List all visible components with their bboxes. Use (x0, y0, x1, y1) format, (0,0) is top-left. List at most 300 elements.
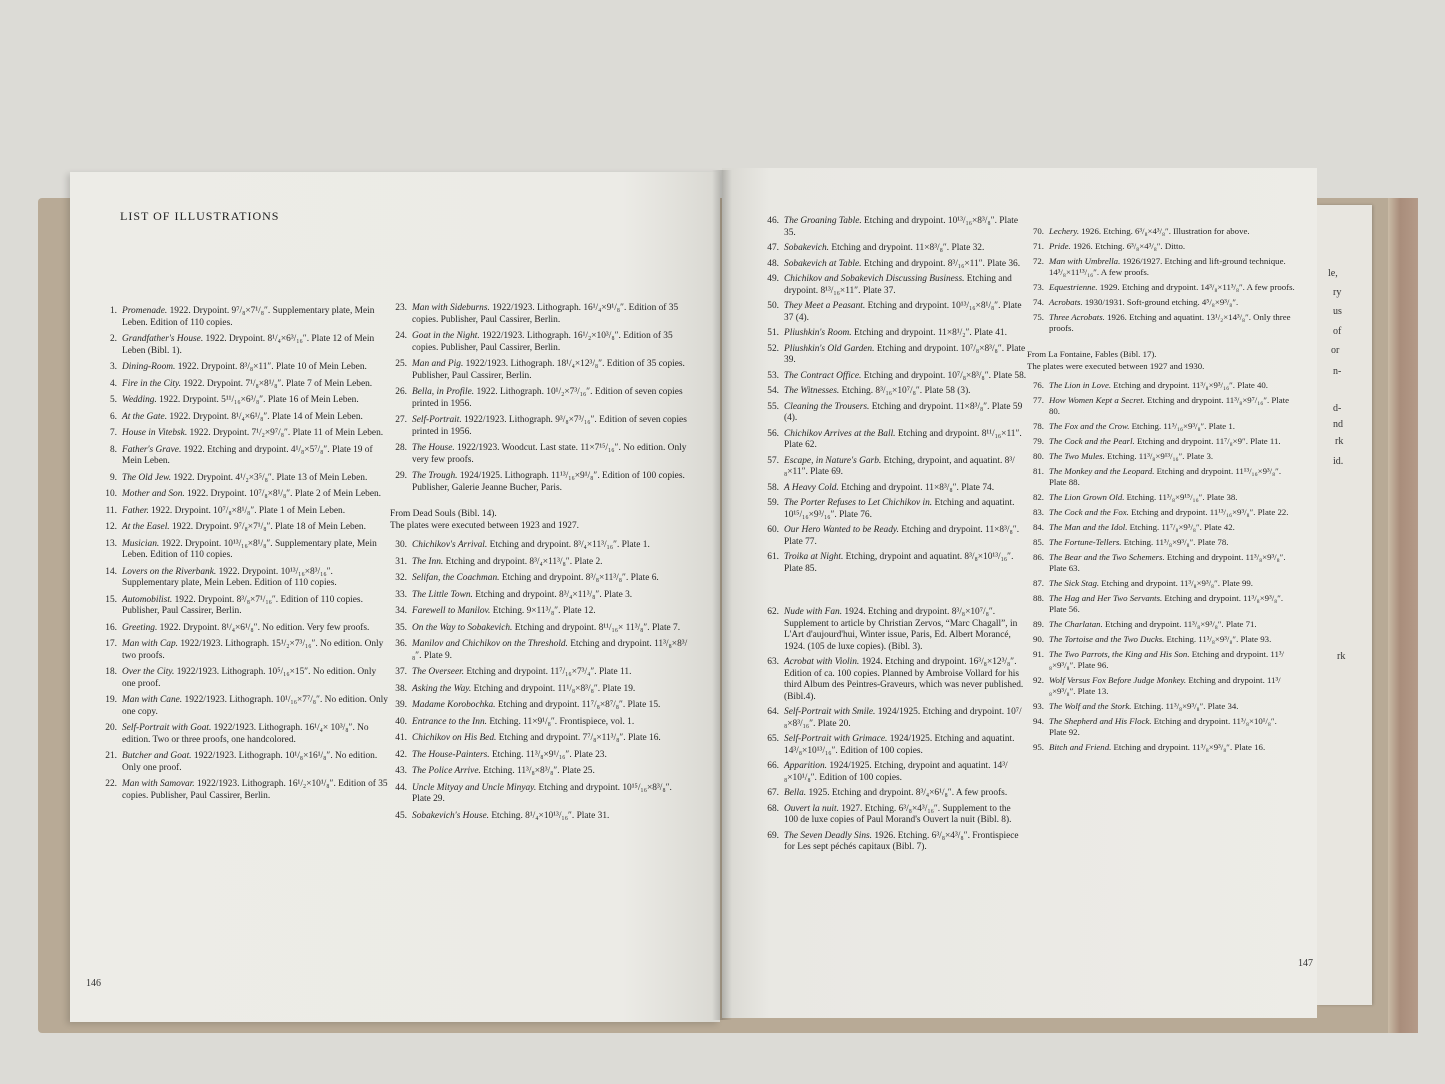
entry-number: 25. (395, 359, 407, 369)
entry-title: The Contract Office. (784, 370, 862, 381)
illustration-entry (1027, 451, 1295, 462)
entry-number: 47. (767, 243, 779, 253)
entry-details: Etching and drypoint. 11¹³/₁₆×9³/₈″. Plate 88. (1049, 466, 1282, 487)
entry-details: Etching, drypoint, and aquatint. 8³/₈×11″. Plate 69. (784, 455, 1015, 477)
underlying-page-edge (1317, 205, 1372, 1005)
illustration-entry (100, 667, 390, 690)
entry-title: Asking the Way. (412, 683, 472, 694)
illustration-entry (1027, 716, 1295, 738)
entry-number: 86. (1033, 552, 1044, 562)
cover-edge (1388, 198, 1418, 1033)
entry-details: 1926. Etching. 6³/₈×4³/₈″. Frontispiece for Les sept péchés capitaux (Bibl. 7). (784, 830, 1019, 852)
entry-details: 1922/1923. Lithograph. 10⁵/₁₆×15″. No edition. Only one proof. (122, 667, 377, 689)
entry-title: Greeting. (122, 622, 158, 633)
entry-number: 22. (105, 779, 117, 789)
entry-title: The Charlatan. (1049, 619, 1103, 629)
entry-title: The Groaning Table. (784, 216, 862, 226)
illustration-entry (100, 623, 390, 635)
entry-details: 1922/1923. Lithograph. 16¹/₄×9¹/₈″. Edition of 35 copies. Publisher, Paul Cassirer, Berlin. (412, 303, 679, 325)
entry-title: Lovers on the Riverbank. (122, 566, 217, 577)
illustration-entry (762, 761, 1027, 784)
entry-number: 6. (109, 411, 117, 422)
entry-title: On the Way to Sobakevich. (412, 622, 513, 633)
illustration-entry (762, 607, 1027, 653)
entry-number: 63. (767, 657, 779, 667)
entry-title: Bella. (784, 788, 807, 798)
entry-number: 68. (767, 803, 779, 814)
entry-number: 18. (105, 667, 117, 677)
right-page-number: 147 (1298, 958, 1313, 969)
entry-title: The Hag and Her Two Servants. (1049, 593, 1163, 603)
edge-text-fragment: of (1333, 326, 1342, 337)
entry-details: Etching and drypoint. 8³/₈×11³/₈″. Plate 6. (499, 573, 659, 583)
entry-number: 31. (395, 556, 407, 567)
illustration-entry (100, 362, 390, 374)
edge-text-fragment: d- (1333, 403, 1342, 414)
entry-number: 69. (767, 830, 779, 841)
entry-details: Etching. 11³/₈×9¹/₁₆″. Plate 23. (489, 749, 607, 760)
entry-details: Etching and drypoint. 11×8³/₈″. Plate 74. (838, 482, 995, 493)
entry-number: 51. (767, 328, 779, 338)
entry-title: Three Acrobats. (1049, 312, 1105, 322)
entry-number: 66. (767, 761, 779, 771)
illustration-entry (100, 334, 390, 357)
entry-details: Etching and drypoint. 8¹³/₁₆×11″. Plate 37. (784, 274, 1012, 296)
entry-number: 83. (1033, 507, 1044, 517)
entry-details: Etching and drypoint. 11⁷/₈×8⁷/₈″. Plate 15. (495, 700, 661, 710)
entry-title: Troika at Night. (784, 552, 844, 562)
entry-details: 1922. Drypoint. 10⁷/₈×8¹/₈″. Plate 2 of Mein Leben. (184, 489, 382, 499)
illustration-entry (390, 471, 688, 494)
entry-details: Etching. 11³/₈×9¹³/₁₆″. Plate 3. (1104, 451, 1214, 461)
entry-title: Wedding. (122, 395, 157, 405)
entry-details: 1922. Drypoint. 7¹/₈×8¹/₈″. Plate 7 of Mein Leben. (181, 378, 373, 389)
book-gutter (712, 170, 732, 1020)
entry-number: 80. (1033, 451, 1044, 461)
edge-text-fragment: rk (1337, 651, 1346, 662)
illustration-entry (762, 788, 1027, 800)
entry-number: 56. (767, 428, 779, 439)
entry-number: 72. (1033, 256, 1044, 266)
illustration-entry (762, 831, 1027, 854)
entry-number: 17. (105, 639, 117, 649)
entry-title: The Tortoise and the Two Ducks. (1049, 634, 1165, 644)
entry-title: Father. (122, 505, 149, 516)
edge-text-fragment: us (1333, 306, 1342, 317)
entry-details: Etching and drypoint. 11³/₈×9³/₈″. Plate 99. (1099, 578, 1253, 588)
illustration-entry (1027, 742, 1295, 753)
entry-title: At the Easel. (122, 522, 170, 532)
entry-number: 76. (1033, 380, 1044, 390)
entry-number: 84. (1033, 522, 1044, 532)
entry-title: Man with Samovar. (122, 779, 195, 789)
illustration-entry (762, 804, 1027, 827)
entry-title: Self-Portrait with Grimace. (784, 734, 888, 744)
entry-details: 1922/1923. Lithograph. 16¹/₄× 10³/₈″. No edition. Two or three proofs, one handcolored. (122, 723, 369, 745)
illustration-entry (762, 301, 1027, 324)
illustration-entry (1027, 380, 1295, 391)
entry-title: Man with Cap. (122, 639, 178, 649)
entry-title: Nude with Fan. (784, 607, 843, 617)
entry-details: 1924/1925. Etching, drypoint and aquatint. 14³/₈×10¹/₈″. Edition of 100 copies. (784, 761, 1008, 783)
entry-number: 30. (395, 540, 407, 550)
section-heading-dead-souls: From Dead Souls (Bibl. 14). The plates were executed between 1923 and 1927. (390, 509, 579, 531)
entry-title: Wolf Versus Fox Before Judge Monkey. (1049, 675, 1187, 685)
entry-number: 28. (395, 443, 407, 453)
entry-number: 75. (1033, 312, 1044, 322)
entry-number: 39. (395, 700, 407, 710)
illustration-entry (390, 387, 688, 410)
entry-details: Etching and aquatint. 10¹⁵/₁₆×9³/₁₆″. Plate 76. (784, 498, 1015, 520)
entry-title: House in Vitebsk. (122, 428, 188, 438)
entry-number: 95. (1033, 742, 1044, 752)
entry-details: 1922. Drypoint. 10¹³/₁₆×8¹/₈″. Supplementary plate, Mein Leben. Edition of 110 copies. (122, 538, 377, 560)
illustration-entry (100, 539, 390, 562)
entry-title: Chichikov Arrives at the Ball. (784, 428, 896, 439)
illustration-entry (762, 552, 1027, 575)
entry-details: Etching and drypoint. 8¹¹/₁₆×11″. Plate 62. (784, 428, 1022, 450)
entry-details: 1922/1923. Lithograph. 16¹/₂×10³/₈″. Edition of 35 copies. Publisher, Paul Cassirer, Berlin. (412, 331, 673, 353)
entry-number: 78. (1033, 421, 1044, 431)
entry-number: 50. (767, 301, 779, 311)
entry-details: Etching. 11³/₈×9³/₈″. Plate 78. (1121, 537, 1229, 547)
entry-number: 1. (109, 306, 117, 316)
entry-title: The Fox and the Crow. (1049, 421, 1130, 431)
entry-title: How Women Kept a Secret. (1049, 395, 1145, 405)
entry-title: The Sick Stag. (1049, 578, 1100, 588)
entry-number: 5. (109, 395, 117, 405)
left-column-b (390, 303, 688, 827)
illustration-entry (390, 415, 688, 438)
entry-details: Etching. 9×11³/₈″. Plate 12. (490, 606, 596, 616)
entry-details: Etching. 11³/₈×9¹⁵/₁₆″. Plate 38. (1124, 492, 1238, 502)
left-page-number: 146 (86, 978, 101, 989)
entry-title: The Man and the Idol. (1049, 522, 1128, 532)
entry-title: Uncle Mityay and Uncle Minyay. (412, 782, 537, 793)
entry-number: 93. (1033, 701, 1044, 711)
entry-number: 37. (395, 667, 407, 677)
illustration-entry (100, 506, 390, 518)
entry-title: Father's Grave. (122, 444, 182, 455)
entry-title: Fire in the City. (122, 378, 182, 389)
illustration-entry (1027, 675, 1295, 697)
entry-details: 1922. Drypoint. 8¹/₄×6¹/₈″. No edition. Very few proofs. (157, 622, 370, 633)
entry-number: 94. (1033, 716, 1044, 726)
illustration-entry (390, 766, 688, 778)
edge-text-fragment: rk (1335, 436, 1344, 447)
entry-title: The Trough. (412, 471, 458, 481)
illustration-entry (390, 667, 688, 679)
illustration-entry (100, 639, 390, 662)
illustration-entry (390, 573, 688, 585)
entry-number: 67. (767, 788, 779, 798)
entry-details: 1924/1925. Etching and aquatint. 14³/₈×10¹³/₁₆″. Edition of 100 copies. (784, 734, 1015, 756)
entry-title: Farewell to Manilov. (412, 606, 491, 616)
illustration-entry (1027, 593, 1295, 615)
entry-title: Mother and Son. (122, 489, 185, 499)
entry-details: Etching and drypoint. 11¹/₈×8³/₈″. Plate 19. (471, 683, 636, 694)
entry-number: 73. (1033, 282, 1044, 292)
entry-number: 48. (767, 258, 779, 269)
entry-title: The Lion Grown Old. (1049, 492, 1125, 502)
entry-title: Self-Portrait with Goat. (122, 723, 212, 733)
entry-details: Etching. 8³/₁₆×10⁷/₈″. Plate 58 (3). (839, 386, 971, 396)
illustration-entry (100, 473, 390, 485)
entry-number: 27. (395, 415, 407, 425)
entry-title: The Little Town. (412, 589, 473, 600)
entry-details: Etching. 11⁷/₈×9³/₈″. Plate 42. (1127, 522, 1235, 532)
entry-title: Dining-Room. (122, 362, 176, 372)
illustration-entry (1027, 537, 1295, 548)
illustration-entry (1027, 256, 1295, 278)
entry-details: Etching and drypoint. 8³/₄×11³/₈″. Plate 3. (472, 589, 633, 600)
illustration-entry (100, 412, 390, 424)
entry-title: Grandfather's House. (122, 334, 204, 344)
entry-details: Etching and drypoint. 11³/₈×9³/₁₆″. Plate 40. (1111, 380, 1268, 390)
illustration-entry (390, 750, 688, 762)
edge-text-fragment: nd (1333, 419, 1343, 430)
entry-details: Etching and drypoint. 10¹⁵/₁₆×8³/₈″. Plate 29. (412, 782, 672, 804)
entry-number: 3. (109, 362, 117, 372)
entry-title: Self-Portrait. (412, 415, 462, 425)
entry-number: 16. (105, 622, 117, 633)
entry-number: 26. (395, 387, 407, 397)
entry-details: 1930/1931. Soft-ground etching. 4⁵/₈×9³/₈″. (1082, 297, 1239, 307)
illustration-entry (390, 639, 688, 662)
illustration-entry (1027, 578, 1295, 589)
entry-title: Sobakevich. (784, 243, 830, 253)
entry-number: 42. (395, 749, 407, 760)
entry-title: The Bear and the Two Schemers. (1049, 552, 1165, 562)
entry-number: 64. (767, 707, 779, 717)
entry-title: Cleaning the Trousers. (784, 401, 870, 412)
illustration-entry (1027, 241, 1295, 252)
illustration-entry (390, 359, 688, 382)
running-head: LIST OF ILLUSTRATIONS (120, 209, 280, 223)
entry-details: 1924. Etching and drypoint. 8³/₈×10⁷/₈″. Supplement to article by Christian Zervos, “Marc Chagall”, in L'Art d'aujourd'hui, Winter issue, Paris, Ed. Albert Morancé, 1924. (105 de luxe copies). (Bibl. 3). (784, 607, 1018, 652)
entry-details: Etching and drypoint. 10⁷/₈×8³/₈″. Plate 58. (861, 370, 1027, 381)
entry-details: Etching. 11³/₈×9³/₈″. Plate 93. (1164, 634, 1272, 644)
entry-title: Pliushkin's Old Garden. (784, 343, 875, 354)
illustration-entry (1027, 436, 1295, 447)
entry-number: 65. (767, 734, 779, 744)
entry-details: 1924/1925. Etching and drypoint. 10⁷/₈×8³/₁₆″. Plate 20. (784, 707, 1022, 729)
entry-number: 32. (395, 573, 407, 583)
entry-number: 44. (395, 782, 407, 793)
edge-text-fragment: ry (1333, 287, 1342, 298)
entry-details: Etching and drypoint. 11³/₈×9³/₈″. Plate 13. (1049, 675, 1281, 696)
entry-title: The Police Arrive. (412, 766, 481, 776)
entry-number: 2. (109, 334, 117, 344)
illustration-entry (390, 443, 688, 466)
entry-title: Lechery. (1049, 226, 1080, 236)
entry-details: 1922. Drypoint. 10⁷/₈×8¹/₈″. Plate 1 of Mein Leben. (148, 505, 346, 516)
entry-title: Escape, in Nature's Garb. (784, 455, 882, 466)
entry-details: 1922/1923. Lithograph. 16¹/₂×10¹/₈″. Edition of 35 copies. Publisher, Paul Cassirer, Berlin. (122, 779, 388, 801)
entry-number: 81. (1033, 466, 1044, 476)
entry-number: 58. (767, 482, 779, 493)
entry-number: 54. (767, 386, 779, 396)
entry-number: 4. (109, 378, 117, 389)
entry-title: Bitch and Friend. (1049, 742, 1112, 752)
entry-title: Sobakevich at Table. (784, 258, 862, 269)
entry-details: 1922. Drypoint. 10¹³/₁₆×8³/₁₆″. Supplementary plate, Mein Leben. Edition of 110 copies. (122, 566, 337, 588)
entry-title: The Overseer. (412, 667, 465, 677)
entry-title: Ouvert la nuit. (784, 803, 839, 814)
entry-title: Pliushkin's Room. (784, 328, 852, 338)
entry-title: The Cock and the Fox. (1049, 507, 1129, 517)
illustration-entry (100, 395, 390, 407)
illustration-entry (100, 428, 390, 440)
edge-text-fragment: or (1331, 345, 1340, 356)
illustration-entry (100, 567, 390, 590)
entry-number: 90. (1033, 634, 1044, 644)
entry-title: A Heavy Cold. (784, 482, 839, 493)
entry-details: 1922. Drypoint. 8¹/₄×6³/₁₆″. Plate 12 of Mein Leben (Bibl. 1). (122, 334, 375, 356)
entry-title: The Monkey and the Leopard. (1049, 466, 1155, 476)
illustration-entry (1027, 282, 1295, 293)
entry-title: The Seven Deadly Sins. (784, 830, 872, 841)
illustration-entry (1027, 492, 1295, 503)
entry-number: 92. (1033, 675, 1044, 685)
entry-title: Man with Cane. (122, 695, 183, 705)
illustration-entry (762, 259, 1027, 271)
illustration-entry (390, 557, 688, 569)
entry-number: 36. (395, 639, 407, 649)
entry-number: 74. (1033, 297, 1044, 307)
entry-title: Man with Umbrella. (1049, 256, 1121, 266)
entry-number: 7. (109, 428, 117, 438)
entry-details: Etching and drypoint. 11³/₈×8³/₈″. Plate 9. (412, 639, 688, 661)
entry-title: They Meet a Peasant. (784, 301, 866, 311)
entry-details: 1922/1923. Lithograph. 10¹/₁₆×7⁷/₈″. No edition. Only one copy. (122, 695, 388, 717)
entry-details: Etching. 11³/₈×8³/₈″. Plate 25. (480, 766, 595, 776)
entry-details: Etching and drypoint. 11×8³/₈″. Plate 77. (784, 525, 1020, 547)
illustration-entry (762, 707, 1027, 730)
illustration-entry (1027, 701, 1295, 712)
entry-number: 33. (395, 589, 407, 600)
illustration-entry (762, 274, 1027, 297)
edge-text-fragment: le, (1328, 268, 1338, 279)
entry-details: Etching and drypoint. 10⁷/₈×8³/₈″. Plate 39. (784, 343, 1026, 365)
entry-number: 35. (395, 622, 407, 633)
entry-number: 29. (395, 471, 407, 481)
entry-title: The Old Jew. (122, 472, 172, 483)
entry-number: 14. (105, 566, 117, 577)
entry-number: 10. (105, 489, 117, 499)
entry-number: 49. (767, 274, 779, 284)
entry-title: The House. (412, 443, 455, 453)
entry-details: Etching. 11³/₁₆×9³/₈″. Plate 1. (1129, 421, 1235, 431)
entry-number: 38. (395, 683, 407, 694)
entry-title: The Inn. (412, 556, 444, 567)
entry-title: Apparition. (784, 761, 827, 771)
entry-number: 21. (105, 751, 117, 761)
entry-title: Equestrienne. (1049, 282, 1098, 292)
entry-title: The Witnesses. (784, 386, 840, 396)
entry-number: 8. (109, 444, 117, 455)
entry-title: Entrance to the Inn. (412, 716, 487, 727)
entry-number: 91. (1033, 649, 1044, 659)
illustration-entry (100, 695, 390, 718)
entry-number: 61. (767, 552, 779, 562)
entry-number: 12. (105, 522, 117, 532)
entry-details: Etching and drypoint. 7⁷/₈×11³/₈″. Plate 16. (496, 733, 661, 743)
illustration-entry (1027, 226, 1295, 237)
entry-title: At the Gate. (122, 411, 168, 422)
entry-number: 89. (1033, 619, 1044, 629)
entry-number: 34. (395, 606, 407, 616)
entry-number: 41. (395, 733, 407, 743)
illustration-entry (100, 445, 390, 468)
entry-details: 1922/1923. Lithograph. 18¹/₄×12³/₈″. Edition of 35 copies. Publisher, Paul Cassirer, Berlin. (412, 359, 685, 381)
illustration-entry (100, 595, 390, 618)
illustration-entry (762, 483, 1027, 495)
illustration-entry (762, 328, 1027, 340)
entry-details: 1922. Drypoint. 5¹¹/₁₆×6³/₈″. Plate 16 of Mein Leben. (156, 395, 359, 405)
entry-number: 45. (395, 810, 407, 821)
illustration-entry (1027, 421, 1295, 432)
entry-title: Man and Pig. (412, 359, 464, 369)
illustration-entry (390, 606, 688, 618)
entry-number: 60. (767, 525, 779, 535)
entry-title: Our Hero Wanted to be Ready. (784, 525, 899, 535)
entry-title: The Two Parrots, the King and His Son. (1049, 649, 1190, 659)
entry-details: 1924/1925. Lithograph. 11¹³/₁₆×9¹/₈″. Edition of 100 copies. Publisher, Galerie Jeanne Bucher, Paris. (412, 471, 685, 493)
entry-details: 1922. Etching and drypoint. 4¹/₈×5⁷/₈″. Plate 19 of Mein Leben. (122, 444, 373, 466)
entry-details: Etching and drypoint. 11³/₈×9⁷/₁₆″. Plate 80. (1049, 395, 1290, 416)
entry-details: Etching and drypoint. 11×8³/₈″. Plate 59 (4). (784, 401, 1023, 423)
entry-title: Bella, in Profile. (412, 387, 475, 397)
illustration-entry (390, 590, 688, 602)
entry-number: 24. (395, 331, 407, 341)
illustration-entry (762, 344, 1027, 367)
entry-title: Sobakevich's House. (412, 810, 489, 821)
edge-text-fragment: n- (1333, 366, 1342, 377)
entry-number: 85. (1033, 537, 1044, 547)
illustration-entry (390, 733, 688, 745)
entry-number: 62. (767, 607, 779, 617)
illustration-entry (1027, 649, 1295, 671)
entry-title: Promenade. (122, 306, 168, 316)
entry-title: Manilov and Chichikov on the Threshold. (412, 639, 568, 649)
entry-details: Etching and drypoint. 11³/₈×9³/₈″. Plate 16. (1111, 742, 1266, 752)
entry-details: Etching and drypoint. 11⁷/₈×9″. Plate 11. (1134, 436, 1281, 446)
entry-title: The Cock and the Pearl. (1049, 436, 1135, 446)
entry-number: 70. (1033, 226, 1044, 236)
entry-title: The Porter Refuses to Let Chichikov in. (784, 498, 933, 508)
entry-details: 1925. Etching and drypoint. 8³/₄×6¹/₈″. A few proofs. (806, 788, 1008, 798)
entry-title: The Shepherd and His Flock. (1049, 716, 1152, 726)
illustration-entry (100, 779, 390, 802)
entry-details: 1926. Etching. 6³/₈×4³/₈″. Ditto. (1070, 241, 1186, 251)
section-heading-fables: From La Fontaine, Fables (Bibl. 17). The plates were executed between 1927 and 1930. (1027, 349, 1205, 371)
entry-number: 59. (767, 498, 779, 508)
illustration-entry (1027, 634, 1295, 645)
illustration-entry (1027, 297, 1295, 308)
entry-title: Chichikov on His Bed. (412, 733, 497, 743)
entry-details: 1922/1923. Lithograph. 9³/₈×7³/₁₆″. Edition of seven copies printed in 1956. (412, 415, 687, 437)
entry-number: 43. (395, 766, 407, 776)
illustration-entry (390, 303, 688, 326)
illustration-entry (1027, 395, 1295, 417)
illustration-entry (762, 371, 1027, 383)
illustration-entry (390, 623, 688, 635)
edge-text-fragment: id. (1333, 456, 1344, 467)
entry-title: Automobilist. (122, 594, 173, 605)
illustration-entry (390, 783, 688, 806)
entry-details: 1922. Drypoint. 9⁷/₈×7¹/₈″. Supplementary plate, Mein Leben. Edition of 110 copies. (122, 306, 375, 328)
